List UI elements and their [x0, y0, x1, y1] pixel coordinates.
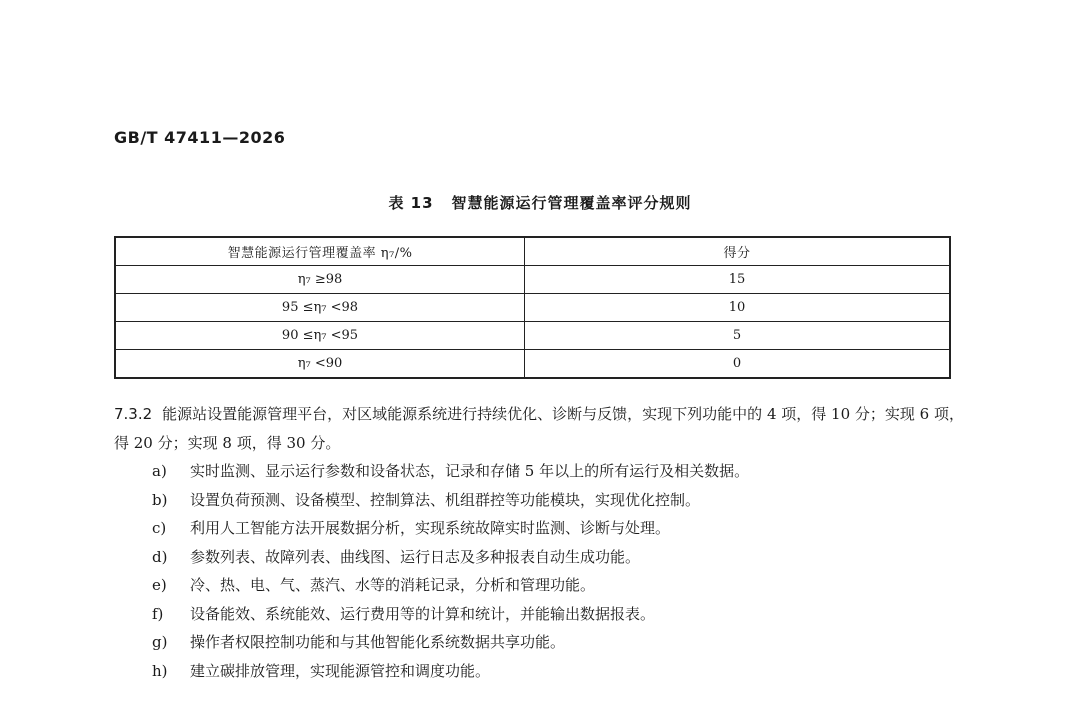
- clause-paragraph: [114, 400, 964, 457]
- table-row: [115, 350, 950, 379]
- list-item: [114, 543, 964, 572]
- score-cell: 10: [525, 294, 951, 322]
- table-caption: [0, 192, 1080, 213]
- item-text: 参数列表、故障列表、曲线图、运行日志及多种报表自动生成功能。: [190, 547, 641, 566]
- item-marker: c): [152, 519, 167, 537]
- table-title: 智慧能源运行管理覆盖率评分规则: [451, 194, 692, 212]
- table-row: [115, 294, 950, 322]
- item-text: 设备能效、系统能效、运行费用等的计算和统计，并能输出数据报表。: [190, 604, 656, 623]
- table-row: [115, 266, 950, 294]
- range-cell: η₇ ≥98: [115, 266, 525, 294]
- item-text: 实时监测、显示运行参数和设备状态，记录和存储 5 年以上的所有运行及相关数据。: [190, 462, 750, 480]
- table-number: 表 13: [388, 194, 434, 212]
- item-marker: e): [152, 576, 167, 594]
- list-item: [114, 514, 964, 543]
- item-marker: a): [152, 462, 167, 480]
- item-marker: d): [152, 547, 168, 566]
- range-cell: 90 ≤η₇ <95: [115, 322, 525, 350]
- table-row: [115, 322, 950, 350]
- function-list: [114, 457, 964, 685]
- range-cell: η₇ <90: [115, 350, 525, 379]
- item-text: 操作者权限控制功能和与其他智能化系统数据共享功能。: [190, 633, 566, 651]
- item-marker: f): [152, 604, 164, 623]
- table-header-row: [115, 237, 950, 266]
- item-text: 冷、热、电、气、蒸汽、水等的消耗记录，分析和管理功能。: [190, 576, 596, 594]
- clause-number: 7.3.2: [114, 405, 153, 423]
- score-cell: 5: [525, 322, 951, 350]
- item-text: 利用人工智能方法开展数据分析，实现系统故障实时监测、诊断与处理。: [190, 519, 671, 537]
- column-header-coverage: 智慧能源运行管理覆盖率 η₇/%: [115, 237, 525, 266]
- item-marker: h): [152, 661, 168, 680]
- range-cell: 95 ≤η₇ <98: [115, 294, 525, 322]
- item-marker: g): [152, 633, 168, 651]
- score-cell: 15: [525, 266, 951, 294]
- list-item: [114, 571, 964, 600]
- item-text: 建立碳排放管理，实现能源管控和调度功能。: [190, 661, 491, 680]
- list-item: [114, 457, 964, 486]
- standard-code: GB/T 47411—2026: [114, 128, 286, 147]
- score-cell: 0: [525, 350, 951, 379]
- item-marker: b): [152, 490, 168, 509]
- list-item: [114, 628, 964, 657]
- scoring-table: [114, 236, 951, 379]
- list-item: [114, 657, 964, 686]
- item-text: 设置负荷预测、设备模型、控制算法、机组群控等功能模块，实现优化控制。: [190, 490, 701, 509]
- clause-body: [114, 400, 964, 685]
- list-item: [114, 600, 964, 629]
- clause-text: 能源站设置能源管理平台，对区域能源系统进行持续优化、诊断与反馈，实现下列功能中的 4 项，得 10 分；实现 6 项，得 20 分；实现 8 项，得 30 分。: [114, 405, 964, 452]
- column-header-score: 得分: [525, 237, 951, 266]
- list-item: [114, 486, 964, 515]
